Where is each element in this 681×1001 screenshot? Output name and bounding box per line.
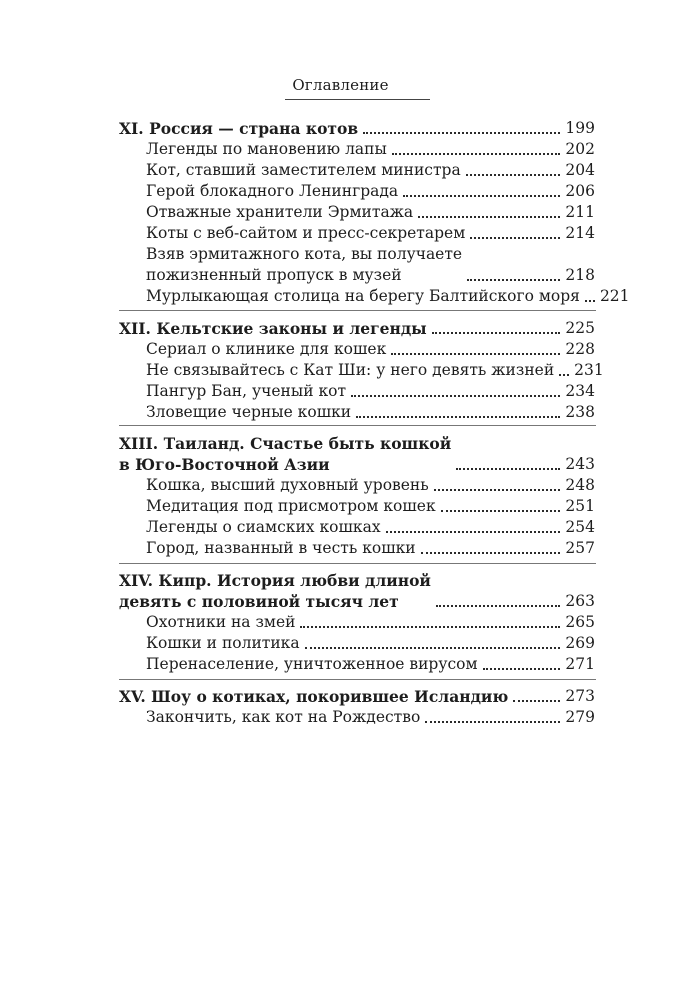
section-title: Закончить, как кот на Рождество <box>146 708 421 726</box>
section-title: Пангур Бан, ученый кот <box>146 382 347 400</box>
toc-section-entry[interactable] <box>146 202 595 223</box>
page-number: 269 <box>565 634 595 652</box>
page-number: 202 <box>565 140 595 158</box>
toc-section-entry[interactable] <box>146 538 595 559</box>
page-number: 225 <box>565 319 595 337</box>
section-divider <box>119 563 596 564</box>
page-number: 234 <box>565 382 595 400</box>
section-title: Город, названный в честь кошки <box>146 539 416 557</box>
page-number: 248 <box>565 476 595 494</box>
dot-leader <box>425 721 560 723</box>
toc-section-entry[interactable] <box>146 181 595 202</box>
page-number: 273 <box>565 687 595 705</box>
dot-leader <box>403 195 560 197</box>
section-title: Медитация под присмотром кошек <box>146 497 436 515</box>
page-number: 243 <box>565 455 595 473</box>
page-number: 206 <box>565 182 595 200</box>
dot-leader <box>421 552 561 554</box>
section-title: Мурлыкающая столица на берегу Балтийского моря <box>146 287 580 305</box>
dot-leader <box>466 174 561 176</box>
section-divider <box>119 425 596 426</box>
section-title: Кошка, высший духовный уровень <box>146 476 429 494</box>
page-number: 221 <box>599 287 630 305</box>
page-number: 254 <box>565 518 595 536</box>
dot-leader <box>436 605 560 607</box>
section-title: Перенаселение, уничтоженное вирусом <box>146 655 478 673</box>
dot-leader <box>483 668 561 670</box>
section-title: Охотники на змей <box>146 613 296 631</box>
section-title: Легенды по мановению лапы <box>146 140 387 158</box>
chapter-title: XV. Шоу о котиках, покорившее Исландию <box>119 687 509 706</box>
dot-leader <box>513 700 560 702</box>
page-number: 271 <box>565 655 595 673</box>
section-title: Отважные хранители Эрмитажа <box>146 203 414 221</box>
page-number: 218 <box>565 266 595 284</box>
toc-section-entry[interactable] <box>146 223 595 244</box>
toc-chapter-entry[interactable] <box>119 433 595 475</box>
page-number: 228 <box>565 340 595 358</box>
toc-section-entry[interactable] <box>146 654 595 675</box>
toc-section-entry[interactable] <box>146 160 595 181</box>
dot-leader <box>585 300 595 302</box>
section-title: Кошки и политика <box>146 634 300 652</box>
dot-leader <box>391 353 560 355</box>
toc-section-entry[interactable] <box>146 286 630 307</box>
dot-leader <box>418 216 560 218</box>
chapter-title: XIV. Кипр. История любви длиной девять с половиной тысяч лет <box>119 571 431 611</box>
toc-section-entry[interactable] <box>146 612 595 633</box>
dot-leader <box>467 279 560 281</box>
section-title: Кот, ставший заместителем министра <box>146 161 461 179</box>
dot-leader <box>559 374 569 376</box>
dot-leader <box>300 626 560 628</box>
toc-chapter-entry[interactable] <box>119 318 595 339</box>
dot-leader <box>356 416 560 418</box>
dot-leader <box>441 510 561 512</box>
dot-leader <box>434 489 561 491</box>
section-title: Сериал о клинике для кошек <box>146 340 387 358</box>
toc-section-entry[interactable] <box>146 244 595 286</box>
page-number: 211 <box>565 203 595 221</box>
toc-section-entry[interactable] <box>146 475 595 496</box>
dot-leader <box>305 647 561 649</box>
chapter-title: XI. Россия — страна котов <box>119 119 359 138</box>
toc-section-entry[interactable] <box>146 402 595 423</box>
page-number: 204 <box>565 161 595 179</box>
page-number: 263 <box>565 592 595 610</box>
dot-leader <box>386 531 561 533</box>
toc-section-entry[interactable] <box>146 517 595 538</box>
dot-leader <box>432 332 561 334</box>
toc-section-entry[interactable] <box>146 496 595 517</box>
dot-leader <box>351 395 560 397</box>
toc-chapter-entry[interactable] <box>119 570 595 612</box>
dot-leader <box>363 132 560 134</box>
page-number: 265 <box>565 613 595 631</box>
chapter-title: XII. Кельтские законы и легенды <box>119 319 427 338</box>
page-number: 231 <box>574 361 604 379</box>
section-title: Легенды о сиамских кошках <box>146 518 381 536</box>
toc-section-entry[interactable] <box>146 707 595 728</box>
toc-chapter-entry[interactable] <box>119 686 595 707</box>
page-number: 199 <box>565 119 595 137</box>
section-title: Не связывайтесь с Кат Ши: у него девять жизней <box>146 361 555 379</box>
page-title: Оглавление <box>292 76 389 94</box>
page-number: 214 <box>565 224 595 242</box>
toc-section-entry[interactable] <box>146 339 595 360</box>
toc-section-entry[interactable] <box>146 381 595 402</box>
section-divider <box>119 310 596 311</box>
page-number: 238 <box>565 403 595 421</box>
section-divider <box>119 679 596 680</box>
page-number: 279 <box>565 708 595 726</box>
page-number: 257 <box>565 539 595 557</box>
section-title: Герой блокадного Ленинграда <box>146 182 399 200</box>
dot-leader <box>392 153 561 155</box>
page-number: 251 <box>565 497 595 515</box>
toc-section-entry[interactable] <box>146 139 595 160</box>
section-title: Коты с веб-сайтом и пресс-секретарем <box>146 224 466 242</box>
chapter-title: XIII. Таиланд. Счастье быть кошкой в Юго-Восточной Азии <box>119 434 452 474</box>
dot-leader <box>470 237 560 239</box>
section-title: Взяв эрмитажного кота, вы получаете пожизненный пропуск в музей <box>146 245 463 284</box>
toc-section-entry[interactable] <box>146 360 604 381</box>
toc-chapter-entry[interactable] <box>119 118 595 139</box>
dot-leader <box>456 468 560 470</box>
section-title: Зловещие черные кошки <box>146 403 352 421</box>
toc-section-entry[interactable] <box>146 633 595 654</box>
